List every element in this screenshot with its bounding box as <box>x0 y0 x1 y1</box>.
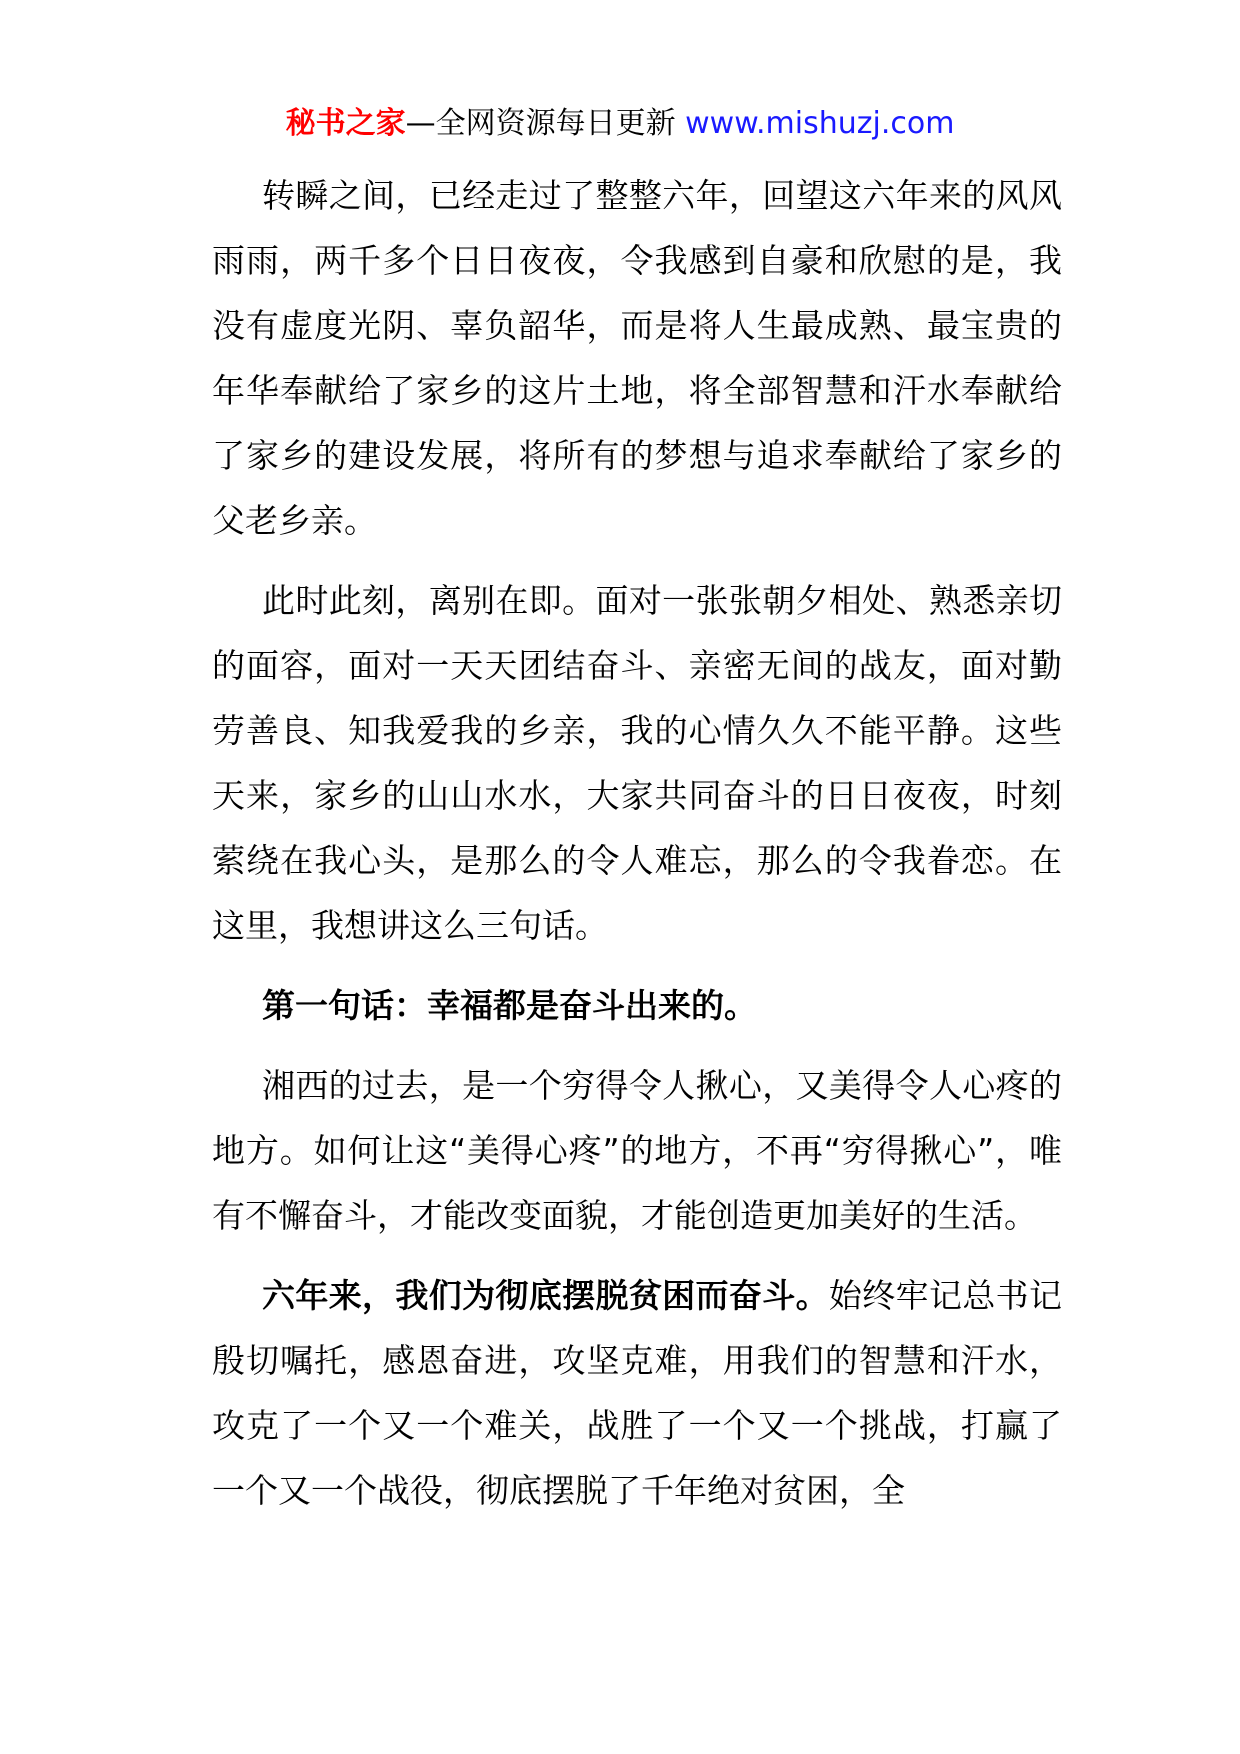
paragraph-4-rest: 始终牢记总书记殷切嘱托，感恩奋进，攻坚克难，用我们的智慧和汗水，攻克了一个又一个难关，战胜了一个又一个挑战，打赢了一个又一个战役，彻底摆脱了千年绝对贫困，全 <box>212 1276 1063 1510</box>
paragraph-3: 湘西的过去，是一个穷得令人揪心，又美得令人心疼的地方。如何让这“美得心疼”的地方，不再“穷得揪心”，唯有不懈奋斗，才能改变面貌，才能创造更加美好的生活。 <box>212 1066 1062 1235</box>
site-url-link[interactable]: www.mishuzj.com <box>685 106 955 141</box>
paragraph-4-lead: 六年来，我们为彻底摆脱贫困而奋斗。 <box>262 1276 829 1315</box>
document-body <box>212 163 1062 1538</box>
watermark-header <box>0 100 1240 148</box>
paragraph-1: 转瞬之间，已经走过了整整六年，回望这六年来的风风雨雨，两千多个日日夜夜，令我感到自豪和欣慰的是，我没有虚度光阴、辜负韶华，而是将人生最成熟、最宝贵的年华奉献给了家乡的这片土地，将全部智慧和汗水奉献给了家乡的建设发展，将所有的梦想与追求奉献给了家乡的父老乡亲。 <box>212 176 1062 540</box>
section-heading-1: 第一句话：幸福都是奋斗出来的。 <box>262 986 757 1025</box>
header-tagline: —全网资源每日更新 <box>405 106 676 141</box>
paragraph-4 <box>212 1263 1062 1523</box>
brand-name: 秘书之家 <box>285 106 406 141</box>
paragraph-2: 此时此刻，离别在即。面对一张张朝夕相处、熟悉亲切的面容，面对一天天团结奋斗、亲密无间的战友，面对勤劳善良、知我爱我的乡亲，我的心情久久不能平静。这些天来，家乡的山山水水，大家共同奋斗的日日夜夜，时刻萦绕在我心头，是那么的令人难忘，那么的令我眷恋。在这里，我想讲这么三句话。 <box>212 581 1062 945</box>
